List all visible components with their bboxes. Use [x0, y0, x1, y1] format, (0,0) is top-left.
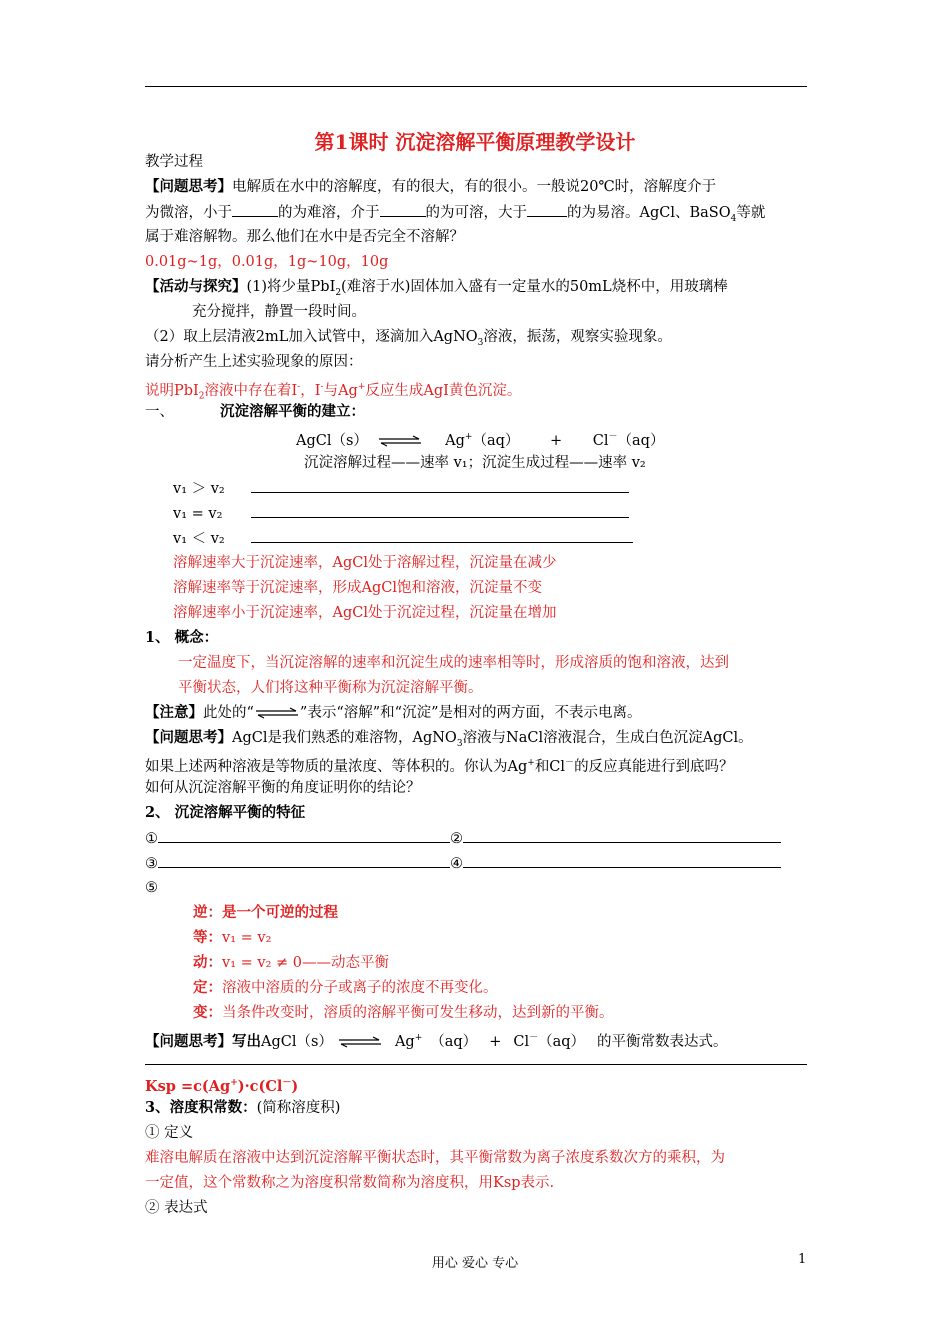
question-3-line: 【问题思考】写出AgCl（s） Ag+ （aq） + Cl－（aq） 的平衡常数表达式。 — [145, 1032, 728, 1050]
fill-line[interactable] — [251, 478, 629, 493]
fill-line[interactable] — [158, 853, 450, 868]
answer-line — [145, 1064, 807, 1065]
page-title: 第1课时 沉淀溶解平衡原理教学设计 — [314, 130, 636, 154]
rate-row-1: v₁ ＞ v₂ — [173, 478, 629, 499]
activity-answer: 说明PbI$_2$溶液中存在着I-，I-与Ag+反应生成AgI黄色沉淀。 — [145, 382, 522, 402]
feature-1: 逆：是一个可逆的过程 — [193, 904, 338, 921]
section-1-heading: 一、 沉淀溶解平衡的建立： — [145, 403, 365, 420]
equilibrium-arrow-icon — [256, 707, 298, 719]
footer-slogan: 用心 爱心 专心 — [431, 1256, 519, 1271]
activity-line-3: （2）取上层清液2mL加入试管中，逐滴加入AgNO$_3$溶液，振荡，观察实验现象。 — [145, 329, 672, 348]
definition-label: ① 定义 — [145, 1125, 194, 1141]
concept-heading: 1、 概念： — [145, 629, 219, 646]
question-2-line-2: 如果上述两种溶液是等物质的量浓度、等体积的。你认为Ag+和Cl－的反应真能进行到底吗？ — [145, 758, 734, 775]
concept-line-2: 平衡状态，人们将这种平衡称为沉淀溶解平衡。 — [178, 680, 483, 696]
fill-line[interactable] — [158, 828, 450, 843]
question-1-line-3: 属于难溶解物。那么他们在水中是否完全不溶解？ — [145, 229, 464, 245]
fill-line[interactable] — [251, 528, 633, 543]
page-number: 1 — [798, 1252, 807, 1267]
feature-blanks-row-3: ⑤ — [145, 880, 158, 896]
equilibrium-arrow-icon — [379, 435, 421, 447]
definition-line-1: 难溶电解质在溶液中达到沉淀溶解平衡状态时，其平衡常数为离子浓度系数次方的乘积，为 — [145, 1150, 725, 1166]
feature-4: 定：溶液中溶质的分子或离子的浓度不再变化。 — [193, 979, 498, 996]
rate-description: 沉淀溶解过程——速率 v₁；沉淀生成过程——速率 v₂ — [304, 455, 646, 471]
feature-blanks-row-2: ③ ④ — [145, 853, 781, 874]
feature-blanks-row-1: ① ② — [145, 828, 781, 849]
feature-5: 变：当条件改变时，溶质的溶解平衡可发生移动，达到新的平衡。 — [193, 1004, 614, 1021]
ksp-expression: Ksp =c(Ag+)·c(Cl－) — [145, 1077, 299, 1095]
concept-line-1: 一定温度下，当沉淀溶解的速率和沉淀生成的速率相等时，形成溶质的饱和溶液，达到 — [178, 655, 729, 671]
header-rule — [145, 86, 807, 87]
feature-2: 等：v₁ = v₂ — [193, 929, 272, 946]
expression-label: ② 表达式 — [145, 1200, 208, 1216]
fill-line[interactable] — [463, 853, 781, 868]
definition-line-2: 一定值，这个常数称之为溶度积常数简称为溶度积，用Ksp表示. — [145, 1175, 555, 1191]
question-2-line-1: 【问题思考】AgCl是我们熟悉的难溶物，AgNO$_3$溶液与NaCl溶液混合，生成白色沉淀AgCl。 — [145, 729, 753, 749]
note-line: 【注意】此处的“ ”表示“溶解”和“沉淀”是相对的两方面，不表示电离。 — [145, 704, 642, 721]
equilibrium-arrow-icon — [339, 1036, 381, 1048]
activity-line-2: 充分搅拌，静置一段时间。 — [192, 304, 366, 320]
equilibrium-equation: AgCl（s） Ag+（aq） + Cl－（aq） — [296, 432, 665, 449]
question-tag: 【问题思考】 — [145, 178, 232, 195]
rate-answer-1: 溶解速率大于沉淀速率，AgCl处于溶解过程，沉淀量在减少 — [173, 555, 557, 571]
activity-line-4: 请分析产生上述实验现象的原因： — [145, 354, 363, 370]
fill-blank[interactable] — [380, 202, 426, 217]
question-2-line-3: 如何从沉淀溶解平衡的角度证明你的结论？ — [145, 780, 421, 796]
question-1-answer: 0.01g~1g，0.01g，1g~10g，10g — [145, 254, 389, 270]
question-1-line-1: 【问题思考】电解质在水中的溶解度，有的很大，有的很小。一般说20℃时，溶解度介于 — [145, 178, 717, 195]
fill-line[interactable] — [463, 828, 781, 843]
process-label: 教学过程 — [145, 154, 203, 170]
feature-3: 动：v₁ = v₂ ≠ 0——动态平衡 — [193, 954, 389, 971]
features-heading: 2、 沉淀溶解平衡的特征 — [145, 804, 306, 821]
fill-line[interactable] — [251, 503, 629, 518]
activity-line-1: 【活动与探究】(1)将少量PbI$_2$(难溶于水)固体加入盛有一定量水的50mL烧杯中，用玻璃棒 — [145, 278, 728, 298]
activity-tag: 【活动与探究】 — [145, 278, 247, 295]
rate-answer-2: 溶解速率等于沉淀速率，形成AgCl饱和溶液，沉淀量不变 — [173, 580, 542, 596]
rate-row-2: v₁ = v₂ — [173, 503, 629, 524]
fill-blank[interactable] — [232, 202, 278, 217]
question-1-line-2: 为微溶，小于 的为难溶，介于 的为可溶，大于 的为易溶。AgCl、BaSO$_4$等就 — [145, 202, 765, 229]
section-3-heading: 3、溶度积常数：(简称溶度积) — [145, 1099, 341, 1116]
fill-blank[interactable] — [527, 202, 567, 217]
rate-answer-3: 溶解速率小于沉淀速率，AgCl处于沉淀过程，沉淀量在增加 — [173, 605, 557, 621]
rate-row-3: v₁ ＜ v₂ — [173, 528, 633, 549]
